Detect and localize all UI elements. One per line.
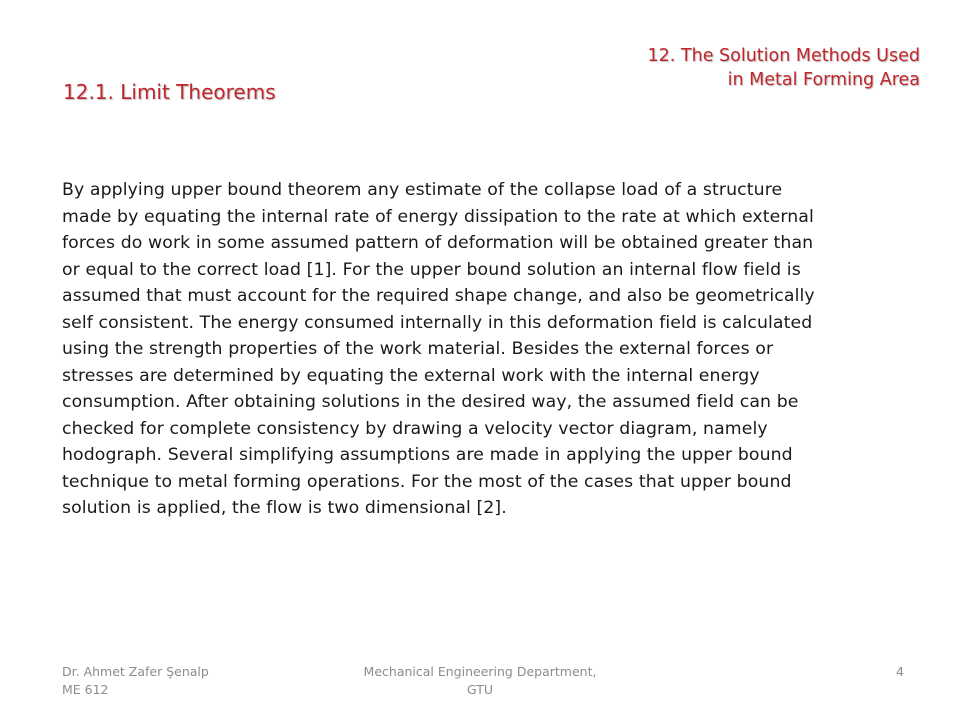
chapter-title — [580, 44, 920, 92]
section-title: 12.1. Limit Theorems — [63, 80, 276, 104]
body-line: using the strength properties of the work material. Besides the external forces or — [62, 339, 774, 359]
chapter-title-line-1: 12. The Solution Methods Used — [647, 46, 920, 66]
body-line: technique to metal forming operations. For the most of the cases that upper bound — [62, 471, 792, 492]
body-line: consumption. After obtaining solutions in the desired way, the assumed field can be — [62, 392, 799, 412]
footer-department-line-2: GTU — [466, 682, 494, 697]
body-line: self consistent. The energy consumed internally in this deformation field is calculated — [62, 312, 813, 333]
footer-department-line-1: Mechanical Engineering Department, — [363, 664, 597, 679]
body-paragraph — [62, 177, 908, 522]
footer-author: Dr. Ahmet Zafer Şenalp — [62, 664, 209, 679]
footer-author-block — [62, 663, 209, 699]
body-line: or equal to the correct load [1]. For the upper bound solution an internal flow field is — [62, 259, 801, 280]
body-line: made by equating the internal rate of energy dissipation to the rate at which external — [62, 206, 814, 227]
body-line: forces do work in some assumed pattern of deformation will be obtained greater than — [62, 233, 814, 253]
body-line: assumed that must account for the required shape change, and also be geometrically — [62, 286, 815, 306]
footer-course: ME 612 — [62, 682, 109, 697]
body-line: By applying upper bound theorem any estimate of the collapse load of a structure — [62, 180, 783, 200]
body-line: solution is applied, the flow is two dimensional [2]. — [62, 498, 507, 518]
page-number: 4 — [896, 664, 904, 679]
body-line: checked for complete consistency by drawing a velocity vector diagram, namely — [62, 418, 768, 439]
footer-department-block — [330, 663, 630, 699]
chapter-title-line-2: in Metal Forming Area — [727, 70, 920, 90]
body-line: stresses are determined by equating the external work with the internal energy — [62, 365, 760, 386]
body-line: hodograph. Several simplifying assumptions are made in applying the upper bound — [62, 445, 793, 465]
